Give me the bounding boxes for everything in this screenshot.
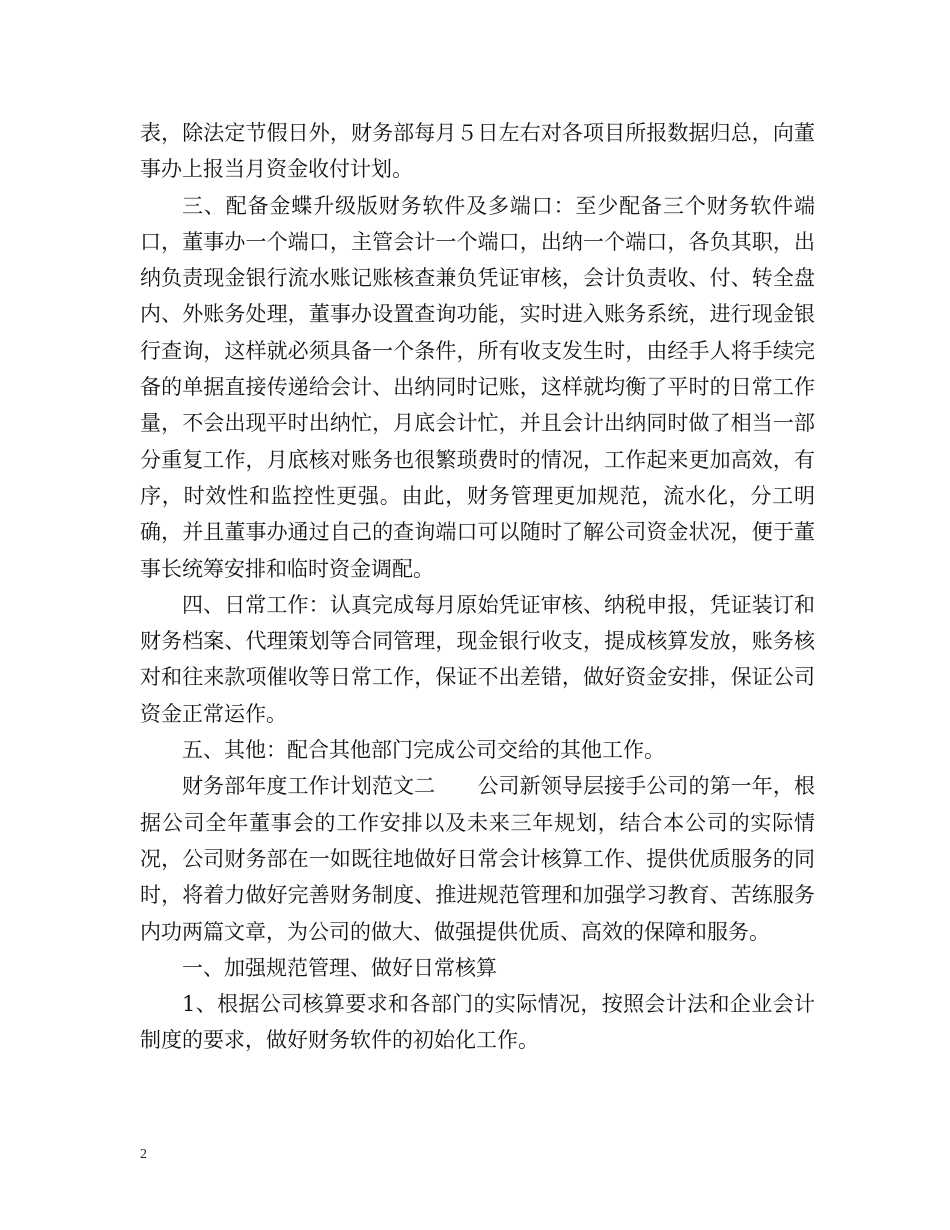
section-heading: 一、加强规范管理、做好日常核算 [182,955,497,980]
paragraph: 财务部年度工作计划范文二 公司新领导层接手公司的第一年，根据公司全年董事会的工作安排以及未来三年规划，结合本公司的实际情况，公司财务部在一如既往地做好日常会计核算工作、提供优质服务的同时，将着力做好完善财务制度、推进规范管理和加强学习教育、苦练服务内功两篇文章，为公司的做大、做强提供优质、高效的保障和服务。 [140,774,815,944]
paragraph: 四、日常工作：认真完成每月原始凭证审核、纳税申报，凭证装订和财务档案、代理策划等合同管理，现金银行收支，提成核算发放，账务核对和往来款项催收等日常工作，保证不出差错，做好资金安排，保证公司资金正常运作。 [140,592,815,726]
paragraph: 表，除法定节假日外，财务部每月５日左右对各项目所报数据归总，向董事办上报当月资金收付计划。 [140,121,815,182]
paragraph: 三、配备金蝶升级版财务软件及多端口：至少配备三个财务软件端口，董事办一个端口，主管会计一个端口，出纳一个端口，各负其职，出纳负责现金银行流水账记账核查兼负凭证审核，会计负责收、付、转全盘内、外账务处理，董事办设置查询功能，实时进入账务系统，进行现金银行查询，这样就必须具备一个条件，所有收支发生时，由经手人将手续完备的单据直接传递给会计、出纳同时记账，这样就均衡了平时的日常工作量，不会出现平时出纳忙，月底会计忙，并且会计出纳同时做了相当一部分重复工作，月底核对账务也很繁琐费时的情况，工作起来更加高效，有序，时效性和监控性更强。由此，财务管理更加规范，流水化，分工明确，并且董事办通过自己的查询端口可以随时了解公司资金状况，便于董事长统筹安排和临时资金调配。 [140,193,815,581]
page-number: 2 [140,1147,147,1162]
paragraph: 五、其他：配合其他部门完成公司交给的其他工作。 [182,738,665,763]
paragraph: 1、根据公司核算要求和各部门的实际情况，按照会计法和企业会计制度的要求，做好财务软件的初始化工作。 [140,992,815,1053]
document-body [140,115,815,1059]
